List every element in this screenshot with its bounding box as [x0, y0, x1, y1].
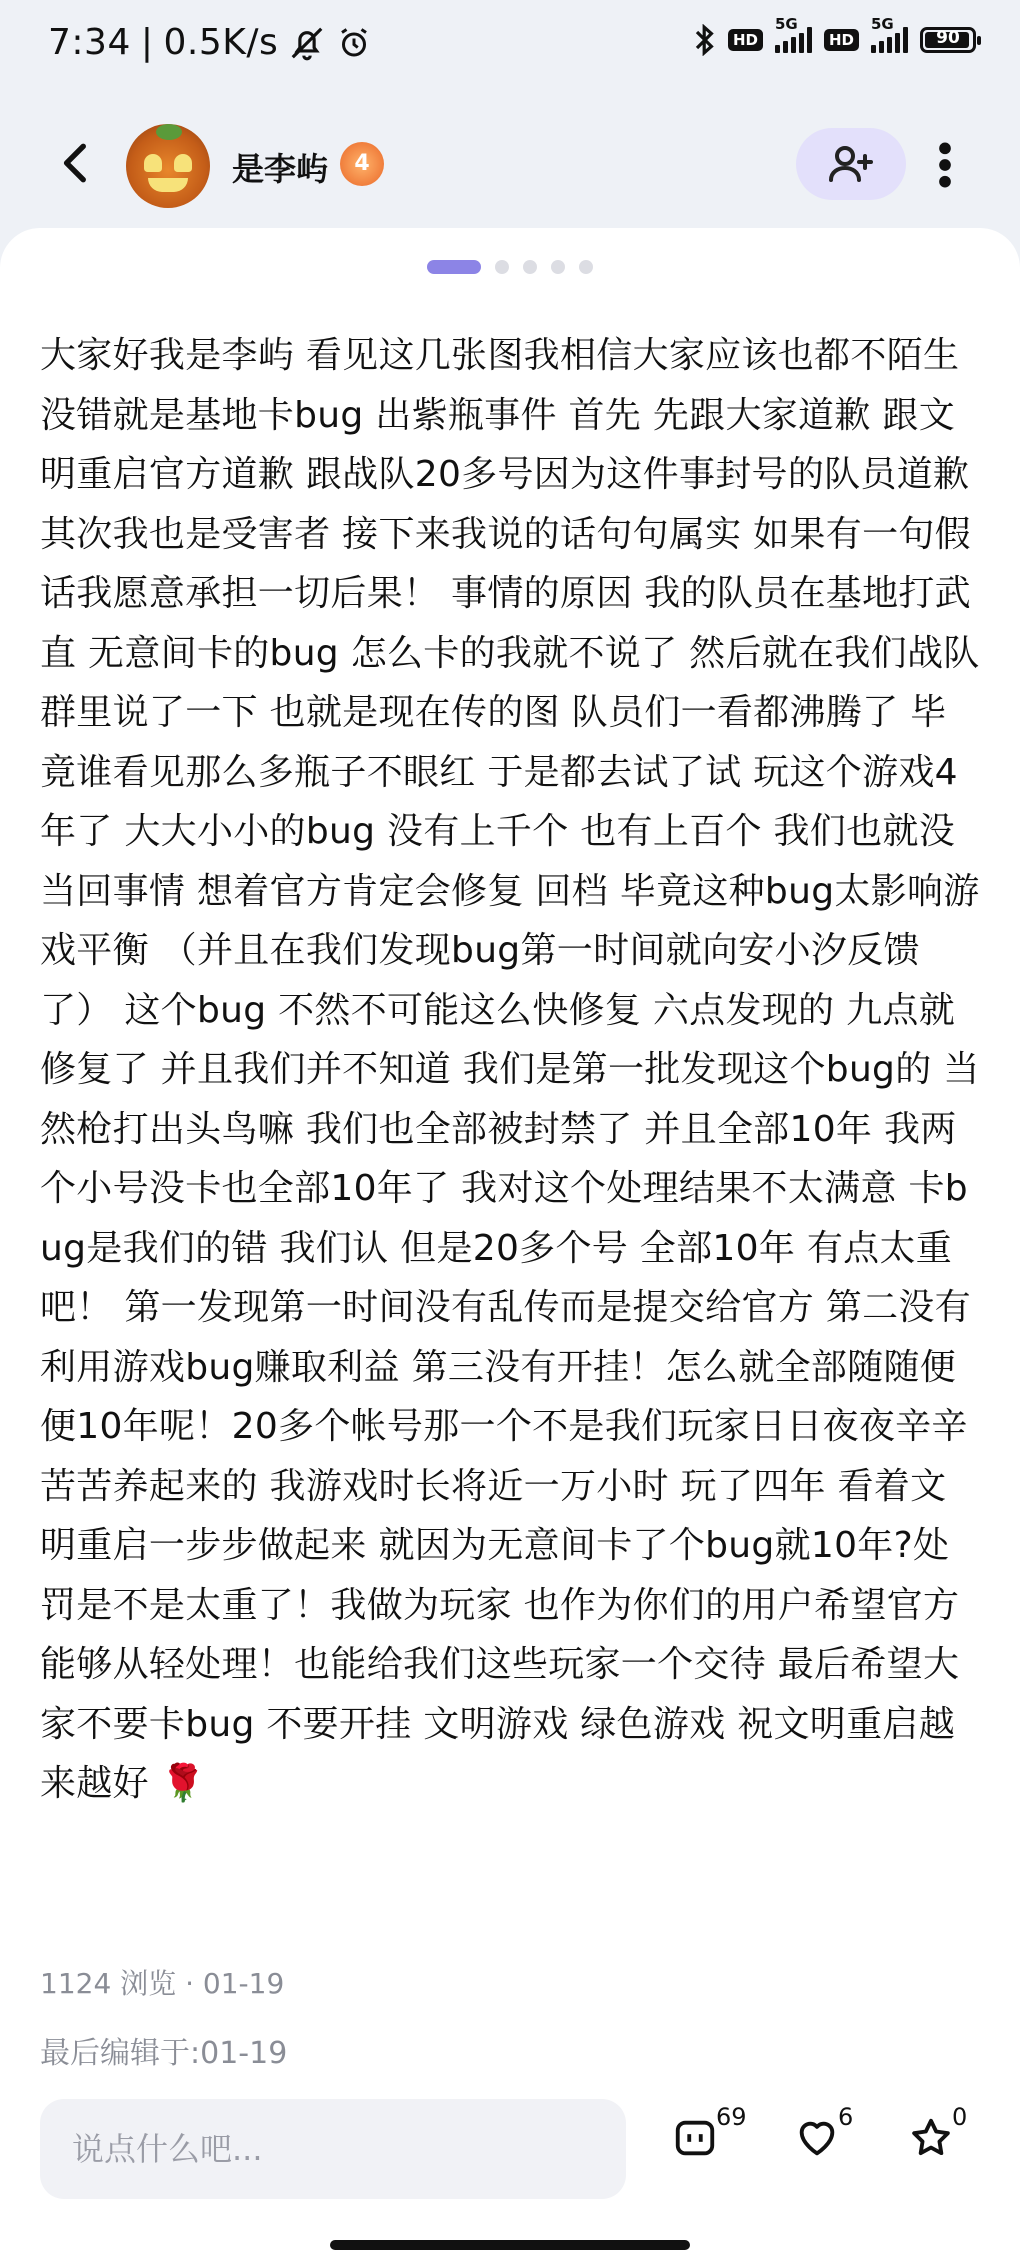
- bluetooth-icon: [694, 24, 716, 56]
- carousel-dot[interactable]: [579, 260, 593, 274]
- battery-icon: [920, 27, 976, 53]
- mute-bell-icon: [288, 24, 326, 62]
- network-type-2: 5G: [871, 15, 894, 33]
- carousel-dot[interactable]: [427, 260, 481, 274]
- last-edited: 最后编辑于:01-19: [40, 2036, 288, 2071]
- hd-badge-2: HD: [824, 29, 859, 51]
- network-type: 5G: [774, 15, 798, 33]
- add-friend-button[interactable]: [796, 128, 906, 200]
- avatar[interactable]: [126, 124, 210, 208]
- carousel-indicator: [0, 260, 1020, 274]
- view-count: 1124 浏览: [40, 1967, 177, 2000]
- comment-input[interactable]: [40, 2099, 626, 2199]
- post-header: [0, 110, 1020, 220]
- back-arrow-icon[interactable]: [52, 138, 102, 188]
- meta-separator: ·: [185, 1967, 194, 2000]
- battery-level: 90: [936, 28, 960, 48]
- heart-icon: [794, 2115, 840, 2161]
- star-icon: [908, 2115, 954, 2161]
- status-right: [694, 15, 976, 56]
- comment-button[interactable]: [672, 2103, 747, 2185]
- more-options-icon[interactable]: [930, 140, 960, 190]
- post-meta: [40, 1962, 284, 2002]
- like-button[interactable]: [794, 2103, 864, 2185]
- signal-2: [871, 15, 908, 53]
- add-user-icon: [827, 140, 875, 188]
- level-badge: 4: [340, 142, 384, 186]
- comment-icon: [672, 2115, 718, 2161]
- carousel-dot[interactable]: [551, 260, 565, 274]
- status-left: [48, 22, 372, 63]
- home-indicator[interactable]: [330, 2240, 690, 2250]
- hd-badge: HD: [728, 29, 763, 51]
- comment-count: 69: [716, 2103, 747, 2131]
- status-divider: |: [140, 22, 154, 63]
- like-count: 6: [838, 2103, 854, 2131]
- post-date: 01-19: [202, 1967, 285, 2000]
- status-net-speed: 0.5K/s: [163, 22, 279, 63]
- status-time: 7:34: [48, 22, 131, 63]
- favorite-button[interactable]: [908, 2103, 978, 2185]
- post-body: 大家好我是李屿 看见这几张图我相信大家应该也都不陌生 没错就是基地卡bug 出紫瓶事件 首先 先跟大家道歉 跟文明重启官方道歉 跟战队20多号因为这件事封号的队员道歉 其次我也是受害者 接下来我说的话句句属实 如果有一句假话我愿意承担一切后果！ 事情的原因 我的队员在基地打武直 无意间卡的bug 怎么卡的我就不说了 然后就在我们战队群里说了一下 也就是现在传的图 队员们一看都沸腾了 毕竟谁看见那么多瓶子不眼红 于是都去试了试 玩这个游戏4年了 大大小小的bug 没有上千个 也有上百个 我们也就没当回事情 想着官方肯定会修复 回档 毕竟这种bug太影响游戏平衡 （并且在我们发现bug第一时间就向安小汐反馈了） 这个bug 不然不可能这么快修复 六点发现的 九点就修复了 并且我们并不知道 我们是第一批发现这个bug的 当然枪打出头鸟嘛 我们也全部被封禁了 并且全部10年 我两个小号没卡也全部10年了 我对这个处理结果不太满意 卡bug是我们的错 我们认 但是20多个号 全部10年 有点太重吧！ 第一发现第一时间没有乱传而是提交给官方 第二没有利用游戏bug赚取利益 第三没有开挂！怎么就全部随随便便10年呢！20多个帐号那一个不是我们玩家日日夜夜辛辛苦苦养起来的 我游戏时长将近一万小时 玩了四年 看着文明重启一步步做起来 就因为无意间卡了个bug就10年?处罚是不是太重了！我做为玩家 也作为你们的用户希望官方能够从轻处理！也能给我们这些玩家一个交待 最后希望大家不要卡bug 不要开挂 文明游戏 绿色游戏 祝文明重启越来越好 🌹: [40, 335, 980, 1804]
- status-bar: [0, 0, 1020, 96]
- username[interactable]: 是李屿: [232, 150, 329, 188]
- signal-1: [774, 15, 812, 53]
- post-card: [0, 228, 1020, 2090]
- carousel-dot[interactable]: [495, 260, 509, 274]
- favorite-count: 0: [952, 2103, 968, 2131]
- carousel-dot[interactable]: [523, 260, 537, 274]
- alarm-icon: [336, 25, 372, 61]
